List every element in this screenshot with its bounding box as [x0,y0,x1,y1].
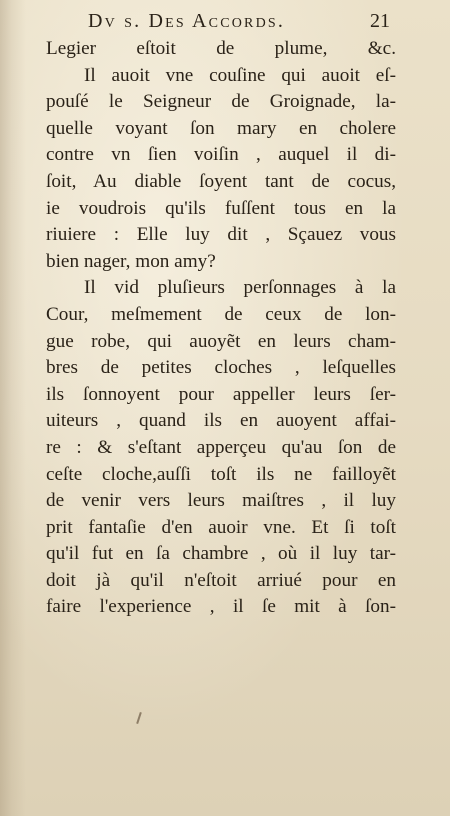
text-line: uiteurs , quand ils en auoyent affai- [46,410,396,432]
text-line: bien nager, mon amy? [46,250,216,272]
text-line: riuiere : Elle luy dit , Sçauez vous [46,224,396,246]
text-line: bres de petites cloches , leſquelles [46,357,396,379]
text-block [46,36,396,621]
page-gutter-shadow [0,0,26,816]
text-line: gue robe, qui auoyẽt en leurs cham- [46,330,396,352]
running-title: Dv s. Des Accords. [88,10,286,32]
text-line: re : & s'eſtant apperçeu qu'au ſon de [46,436,396,458]
text-line: ceſte cloche,auſſi toſt ils ne failloyẽt [46,463,396,485]
text-line: prit fantaſie d'en auoir vne. Et ſi toſt [46,516,396,538]
text-line: de venir vers leurs maiſtres , il luy [46,490,396,512]
text-line: faire l'experience , il ſe mit à ſon- [46,596,396,618]
text-line: pouſé le Seigneur de Groignade, la- [46,91,396,113]
text-line: ils ſonnoyent pour appeller leurs ſer- [46,383,396,405]
text-line: Il vid pluſieurs perſonnages à la [84,277,396,299]
text-line: qu'il fut en ſa chambre , où il luy tar- [46,543,396,565]
text-line: contre vn ſien voiſin , auquel il di- [46,144,396,166]
text-line: Cour, meſmement de ceux de lon- [46,303,396,325]
text-line: ſoit, Au diable ſoyent tant de cocus, [46,170,396,192]
text-line: ie voudrois qu'ils fuſſent tous en la [46,197,396,219]
text-line: doit jà qu'il n'eſtoit arriué pour en [46,569,396,591]
text-line: Il auoit vne couſine qui auoit eſ- [84,64,396,86]
page-number: 21 [370,10,390,32]
text-line: quelle voyant ſon mary en cholere [46,117,396,139]
text-line: Legier eſtoit de plume, &c. [46,38,396,59]
ink-mark [136,712,142,724]
